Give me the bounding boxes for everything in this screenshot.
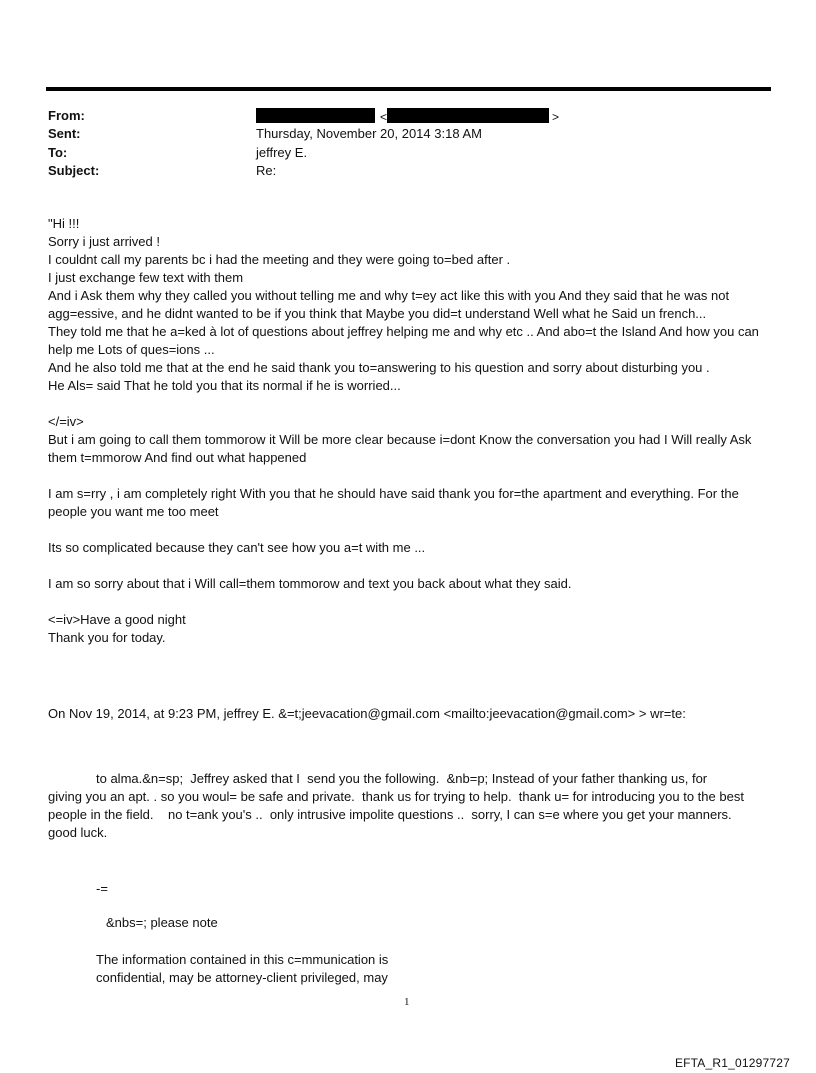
document-id: EFTA_R1_01297727 xyxy=(674,1056,790,1070)
quoted-message xyxy=(48,770,760,842)
div-close-line: </=iv> xyxy=(48,414,84,429)
body-paragraph: I am so sorry about that i Will call=them tommorow and text you back about what they said. xyxy=(48,576,572,591)
from-close-bracket: > xyxy=(552,110,560,124)
body-line: "Hi !!! xyxy=(48,216,80,231)
redacted-sender-email xyxy=(387,108,549,123)
redacted-sender-name xyxy=(256,108,375,123)
page-number: 1 xyxy=(404,996,410,1008)
body-paragraph: I am s=rry , i am completely right With you that he should have said thank you for=the apartment and everything. For the people you want me too meet xyxy=(48,486,743,519)
body-line: They told me that he a=ked à lot of questions about jeffrey helping me and why etc .. And abo=t the Island And how you can help me Lots of ques=ions ... xyxy=(48,324,763,357)
sent-value: Thursday, November 20, 2014 3:18 AM xyxy=(256,126,482,141)
body-paragraph: But i am going to call them tommorow it Will be more clear because i=dont Know the conversation you had I Will really Ask them t=mmorow And find out what happened xyxy=(48,432,756,465)
sent-label: Sent: xyxy=(48,126,81,141)
to-label: To: xyxy=(48,145,68,160)
body-line: <=iv>Have a good night xyxy=(48,612,186,627)
body-line: I just exchange few text with them xyxy=(48,270,244,285)
body-line: He Als= said That he told you that its normal if he is worried... xyxy=(48,378,401,393)
confidential-line-2: confidential, may be attorney-client privileged, may xyxy=(96,970,388,985)
from-label: From: xyxy=(48,108,85,123)
quoted-first-line: to alma.&n=sp; Jeffrey asked that I send you the following. &nb=p; Instead of your father thanking us, for xyxy=(96,771,708,786)
please-note: &nbs=; please note xyxy=(106,915,218,930)
message-body xyxy=(48,215,768,647)
body-line: And he also told me that at the end he said thank you to=answering to his question and sorry about disturbing you . xyxy=(48,360,710,375)
body-line: And i Ask them why they called you without telling me and why t=ey act like this with you And they said that he was not agg=essive, and he didnt wanted to be if you think that Maybe you did=t understand Well what he Said un french... xyxy=(48,288,733,321)
body-line: Thank you for today. xyxy=(48,630,166,645)
confidential-line-1: The information contained in this c=mmunication is xyxy=(96,952,389,967)
body-line: I couldnt call my parents bc i had the meeting and they were going to=bed after . xyxy=(48,252,511,267)
subject-value: Re: xyxy=(256,163,277,178)
header-rule xyxy=(46,87,771,91)
quoted-body: giving you an apt. . so you woul= be safe and private. thank us for trying to help. thank u= for introducing you to the best people in the field. no t=ank you's .. only intrusive impolite questions .. sorry, I can s=e where you get your manners. good luck. xyxy=(48,789,748,840)
body-paragraph: Its so complicated because they can't see how you a=t with me ... xyxy=(48,540,426,555)
to-value: jeffrey E. xyxy=(256,145,308,160)
from-open-bracket: < xyxy=(380,110,388,124)
quote-attribution: On Nov 19, 2014, at 9:23 PM, jeffrey E. &=t;jeevacation@gmail.com <mailto:jeevacation@gmail.com> > wr=te: xyxy=(48,706,686,721)
subject-label: Subject: xyxy=(48,163,100,178)
body-line: Sorry i just arrived ! xyxy=(48,234,160,249)
quoted-dash: -= xyxy=(96,881,108,896)
